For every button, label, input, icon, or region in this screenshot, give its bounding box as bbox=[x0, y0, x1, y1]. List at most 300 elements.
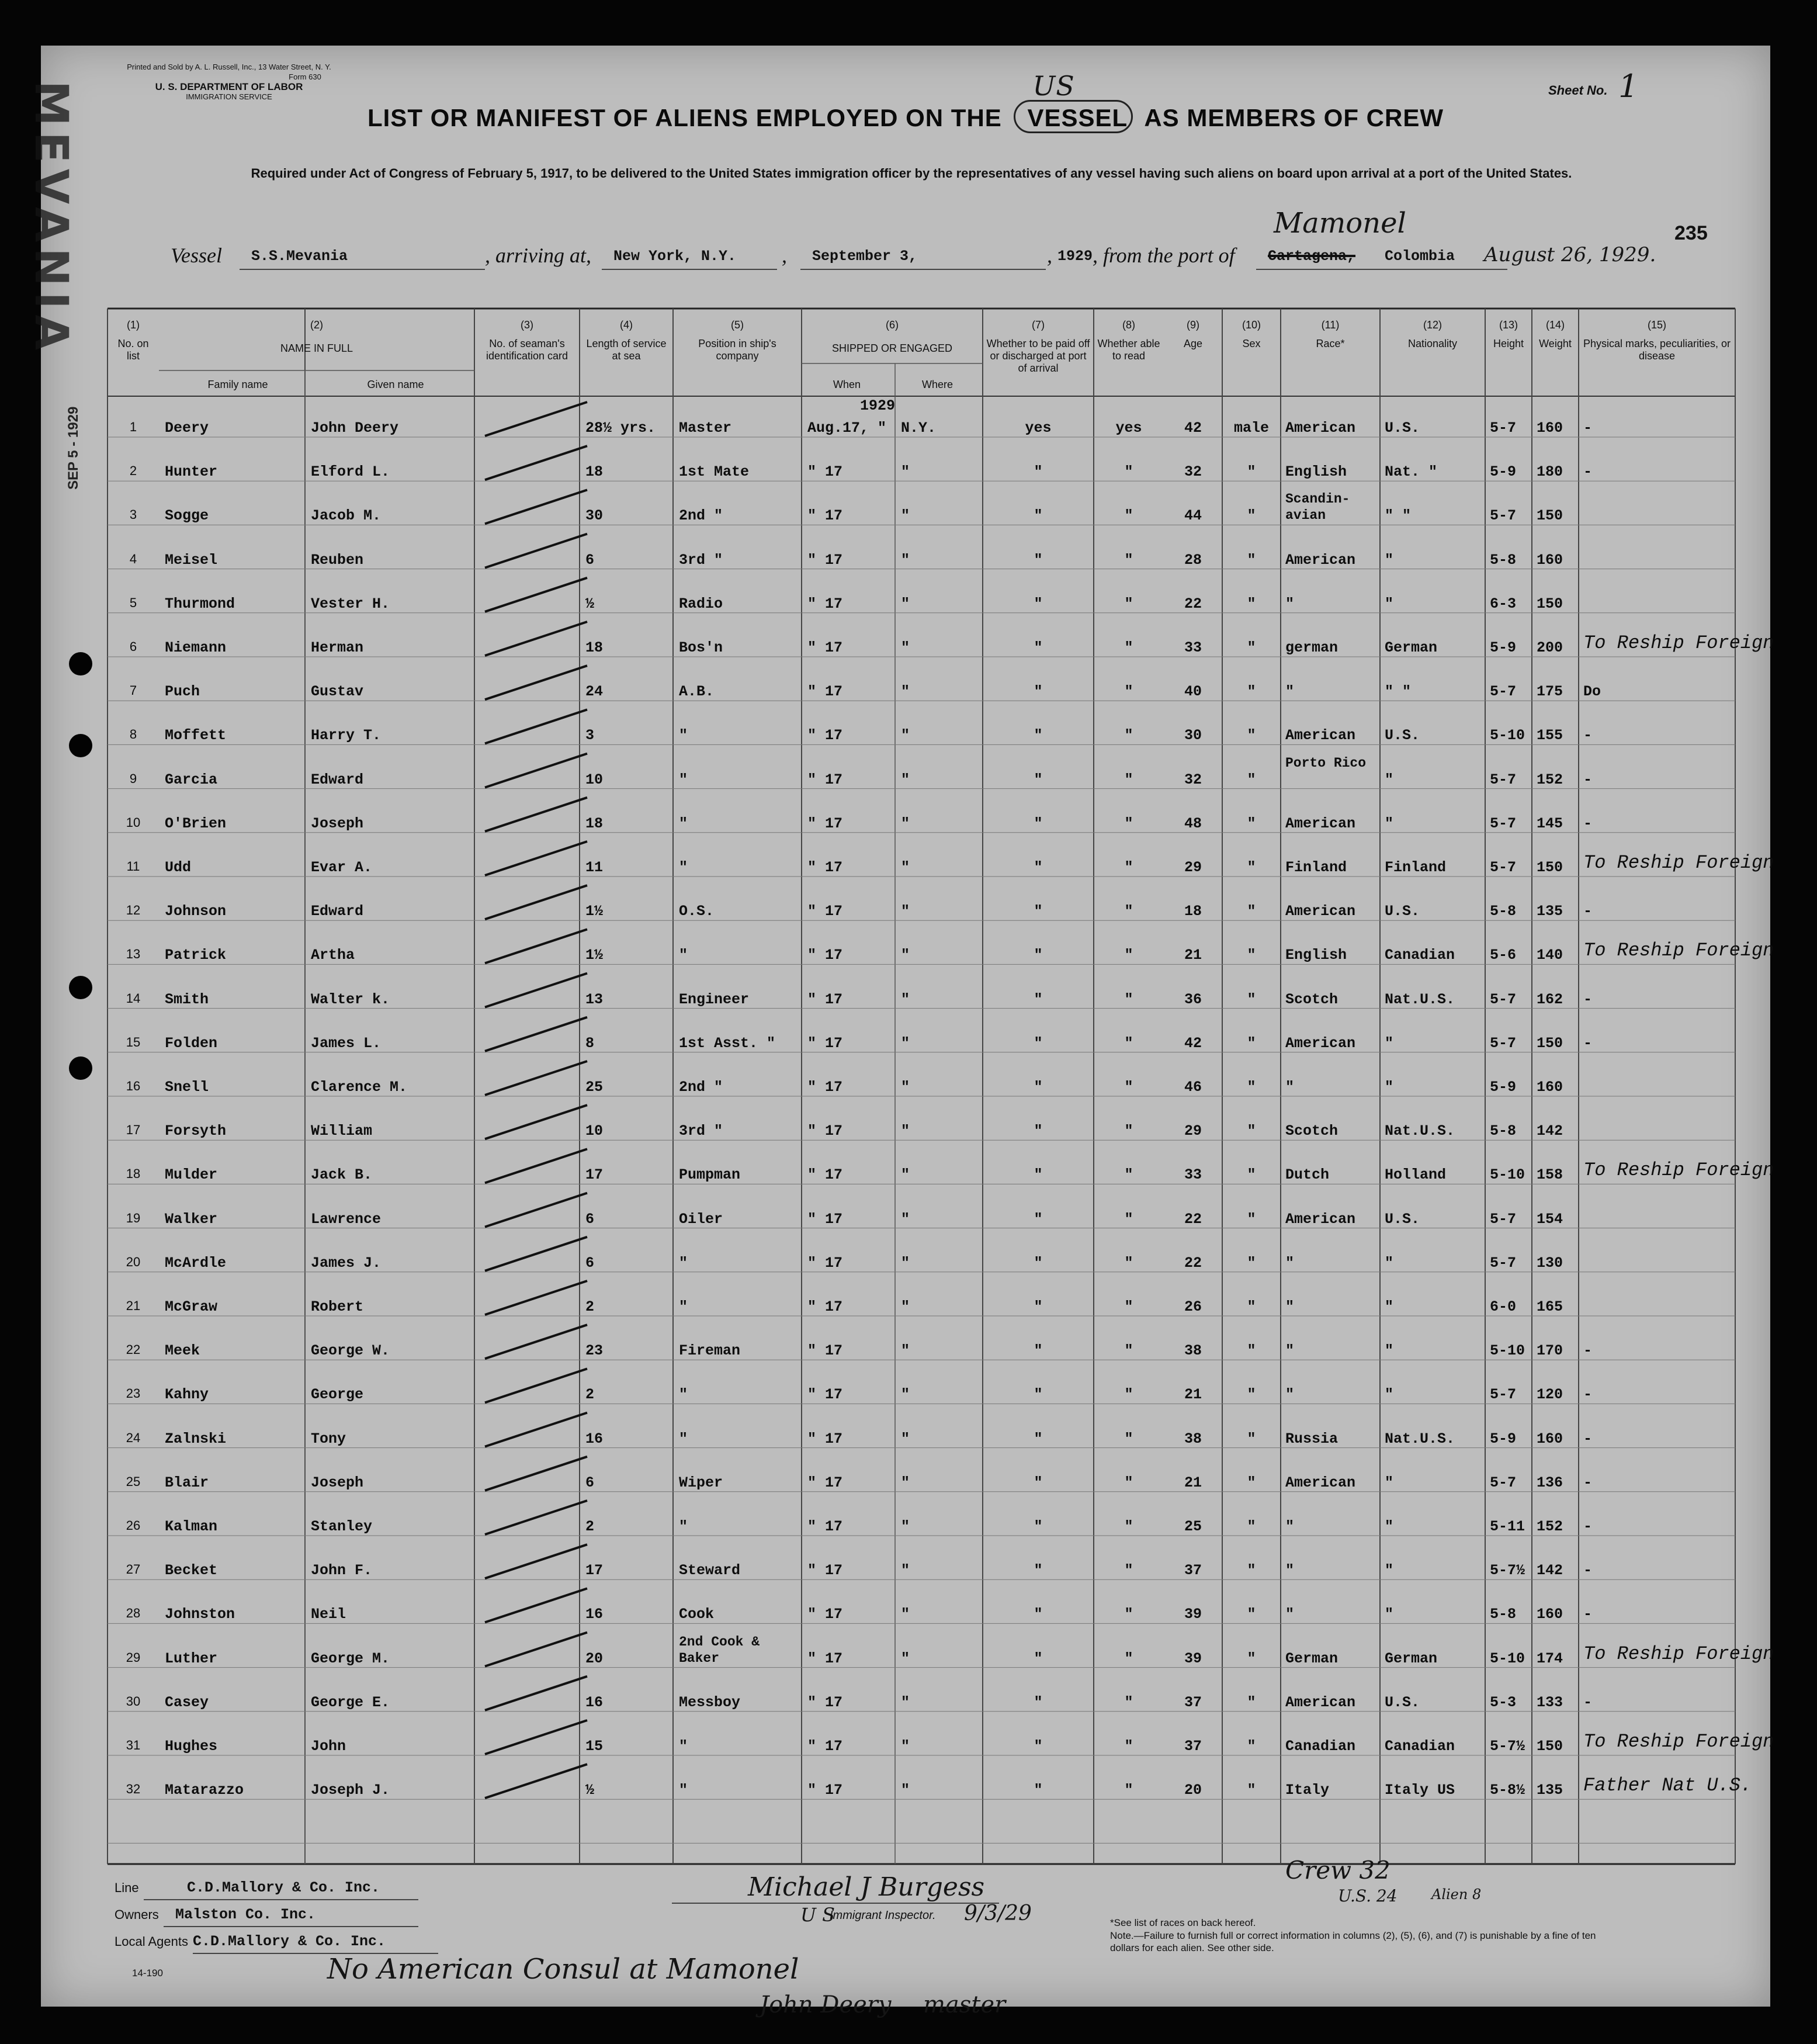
id-card-slash bbox=[485, 1764, 587, 1798]
cell-position: " bbox=[679, 1518, 688, 1535]
cell-when: " 17 bbox=[807, 771, 843, 788]
cell-no: 4 bbox=[129, 551, 137, 566]
cell-family: Forsyth bbox=[165, 1123, 227, 1140]
cell-position: " bbox=[679, 1386, 688, 1404]
inspector-label: Immigrant Inspector. bbox=[830, 1909, 936, 1922]
cell-weight: 135 bbox=[1537, 1782, 1563, 1799]
cell-given: Jack B. bbox=[311, 1166, 373, 1184]
cell-given: Lawrence bbox=[311, 1210, 382, 1228]
line-value: C.D.Mallory & Co. Inc. bbox=[187, 1879, 380, 1896]
column-number: (1) bbox=[127, 319, 140, 331]
cell-read: " bbox=[1124, 1650, 1133, 1667]
cell-read: " bbox=[1124, 1034, 1133, 1052]
cell-no: 16 bbox=[126, 1079, 141, 1093]
cell-no: 23 bbox=[126, 1386, 141, 1401]
column-label: Age bbox=[1183, 338, 1203, 349]
cell-family: Garcia bbox=[165, 771, 218, 788]
cell-read: " bbox=[1124, 1474, 1133, 1491]
line-label: Line bbox=[115, 1880, 139, 1895]
cell-position: 3rd " bbox=[679, 1123, 723, 1140]
cell-no: 7 bbox=[129, 683, 137, 698]
cell-when: " 17 bbox=[807, 727, 843, 744]
cell-position: " bbox=[679, 815, 688, 832]
cell-service: 6 bbox=[585, 1254, 595, 1272]
id-card-slash bbox=[485, 1501, 587, 1534]
cell-service: 16 bbox=[585, 1693, 604, 1711]
cell-height: 5-7 bbox=[1490, 1474, 1517, 1491]
cell-race: " bbox=[1285, 595, 1295, 612]
cell-paid: " bbox=[1034, 463, 1043, 481]
cell-read: " bbox=[1124, 1298, 1133, 1315]
cell-age: 33 bbox=[1184, 1166, 1202, 1184]
cell-height: 5-9 bbox=[1490, 1430, 1517, 1447]
cell-family: Meisel bbox=[165, 551, 218, 569]
cell-service: 23 bbox=[585, 1342, 604, 1360]
cell-family: Niemann bbox=[165, 639, 227, 656]
cell-paid: " bbox=[1034, 1298, 1043, 1315]
cell-position: " bbox=[679, 771, 688, 788]
cell-when: " 17 bbox=[807, 1562, 843, 1579]
cell-race: American bbox=[1285, 1474, 1356, 1491]
cell-position: " bbox=[679, 859, 688, 876]
cell-where: " bbox=[901, 551, 910, 569]
inspector-date: 9/3/29 bbox=[964, 1901, 1032, 1925]
cell-family: Sogge bbox=[165, 507, 209, 525]
cell-family: Johnston bbox=[165, 1606, 235, 1623]
cell-sex: " bbox=[1247, 859, 1256, 876]
cell-height: 5-8 bbox=[1490, 1606, 1517, 1623]
cell-weight: 155 bbox=[1537, 727, 1563, 744]
cell-age: 42 bbox=[1184, 1034, 1202, 1052]
cell-height: 5-7 bbox=[1490, 1210, 1517, 1228]
cell-service: 8 bbox=[585, 1034, 595, 1052]
cell-no: 20 bbox=[126, 1254, 141, 1269]
cell-age: 28 bbox=[1184, 551, 1202, 569]
cell-where: " bbox=[901, 507, 910, 525]
id-card-slash bbox=[485, 1017, 587, 1051]
cell-no: 25 bbox=[126, 1474, 141, 1489]
column-number: (3) bbox=[521, 319, 533, 331]
cell-service: 15 bbox=[585, 1738, 604, 1755]
cell-race: Porto Rico bbox=[1285, 755, 1367, 771]
cell-given: John bbox=[311, 1738, 346, 1755]
cell-where: " bbox=[901, 1386, 910, 1404]
department-name: U. S. DEPARTMENT OF LABOR bbox=[155, 81, 303, 92]
cell-weight: 160 bbox=[1537, 1606, 1563, 1623]
cell-given: Joseph bbox=[311, 1474, 364, 1491]
cell-service: 16 bbox=[585, 1430, 604, 1447]
cell-family: Deery bbox=[165, 420, 209, 436]
cell-paid: " bbox=[1034, 990, 1043, 1008]
id-card-slash bbox=[485, 1237, 587, 1271]
cell-family: Mulder bbox=[165, 1166, 218, 1184]
crew-count: Crew 32 bbox=[1285, 1856, 1391, 1884]
id-card-slash bbox=[485, 841, 587, 875]
cell-marks: - bbox=[1583, 1474, 1593, 1491]
cell-marks: - bbox=[1583, 1606, 1593, 1623]
cell-given: Artha bbox=[311, 947, 355, 964]
cell-when: " 17 bbox=[807, 1693, 843, 1711]
cell-no: 14 bbox=[126, 990, 141, 1006]
cell-height: 5-8 bbox=[1490, 1123, 1517, 1140]
cell-no: 27 bbox=[126, 1562, 141, 1577]
id-card-slash bbox=[485, 974, 587, 1007]
cell-paid: " bbox=[1034, 507, 1043, 525]
cell-race: " bbox=[1285, 1298, 1295, 1315]
id-card-slash bbox=[485, 1061, 587, 1095]
cell-height: 5-3 bbox=[1490, 1693, 1517, 1711]
cell-weight: 152 bbox=[1537, 771, 1563, 788]
cell-family: Blair bbox=[165, 1474, 209, 1491]
cell-read: " bbox=[1124, 1562, 1133, 1579]
cell-nationality: Canadian bbox=[1385, 947, 1455, 964]
cell-race: American bbox=[1285, 815, 1356, 832]
cell-given: Robert bbox=[311, 1298, 364, 1315]
cell-position: Bos'n bbox=[679, 639, 723, 656]
cell-weight: 135 bbox=[1537, 903, 1563, 920]
id-card-slash bbox=[485, 446, 587, 480]
cell-position: 2nd " bbox=[679, 1079, 723, 1096]
cell-height: 5-9 bbox=[1490, 463, 1517, 481]
cell-read: " bbox=[1124, 1693, 1133, 1711]
cell-position: 2nd Cook & Baker bbox=[679, 1634, 760, 1666]
cell-no: 1 bbox=[129, 420, 137, 434]
cell-position: Messboy bbox=[679, 1693, 741, 1711]
cell-read: " bbox=[1124, 727, 1133, 744]
cell-age: 18 bbox=[1184, 903, 1202, 920]
cell-position: " bbox=[679, 1430, 688, 1447]
cell-sex: " bbox=[1247, 463, 1256, 481]
from-port-handwritten: Mamonel bbox=[1274, 207, 1406, 240]
column-label: Whether able to read bbox=[1097, 338, 1160, 362]
cell-where: " bbox=[901, 727, 910, 744]
cell-sex: " bbox=[1247, 1123, 1256, 1140]
cell-when: " 17 bbox=[807, 859, 843, 876]
cell-nationality: " bbox=[1385, 1474, 1394, 1491]
cell-where: " bbox=[901, 1782, 910, 1799]
cell-where: " bbox=[901, 595, 910, 612]
cell-read: " bbox=[1124, 815, 1133, 832]
cell-position: 1st Asst. " bbox=[679, 1034, 776, 1052]
cell-sex: " bbox=[1247, 639, 1256, 656]
cell-given: George bbox=[311, 1386, 364, 1404]
cell-weight: 142 bbox=[1537, 1562, 1563, 1579]
cell-paid: " bbox=[1034, 1034, 1043, 1052]
cell-service: 18 bbox=[585, 639, 604, 656]
cell-when: " 17 bbox=[807, 1034, 843, 1052]
service-name: IMMIGRATION SERVICE bbox=[186, 92, 272, 101]
cell-given: Joseph bbox=[311, 815, 364, 832]
cell-age: 44 bbox=[1184, 507, 1202, 525]
id-card-slash bbox=[485, 1544, 587, 1578]
cell-race: American bbox=[1285, 1034, 1356, 1052]
cell-height: 5-9 bbox=[1490, 639, 1517, 656]
cell-service: 17 bbox=[585, 1166, 604, 1184]
cell-where: " bbox=[901, 639, 910, 656]
cell-height: 5-7 bbox=[1490, 815, 1517, 832]
column-label: Weight bbox=[1539, 338, 1572, 349]
column-label: Position in ship's company bbox=[698, 338, 776, 362]
cell-service: 6 bbox=[585, 1474, 595, 1491]
cell-position: Oiler bbox=[679, 1210, 723, 1228]
cell-read: " bbox=[1124, 595, 1133, 612]
cell-family: Thurmond bbox=[165, 595, 235, 612]
cell-position: 2nd " bbox=[679, 507, 723, 525]
cell-marks: - bbox=[1583, 420, 1593, 436]
cell-family: Snell bbox=[165, 1079, 209, 1096]
arriving-label: , arriving at, bbox=[485, 244, 592, 267]
cell-sex: " bbox=[1247, 1034, 1256, 1052]
id-card-slash bbox=[485, 1720, 587, 1754]
cell-where: " bbox=[901, 1034, 910, 1052]
cell-nationality: " bbox=[1385, 1079, 1394, 1096]
cell-service: 13 bbox=[585, 990, 604, 1008]
cell-sex: " bbox=[1247, 1562, 1256, 1579]
column-label: NAME IN FULL bbox=[280, 342, 353, 354]
cell-nationality: Italy US bbox=[1385, 1782, 1455, 1799]
cell-given: Edward bbox=[311, 771, 364, 788]
cell-family: Casey bbox=[165, 1693, 209, 1711]
cell-height: 5-7 bbox=[1490, 1386, 1517, 1404]
cell-position: Engineer bbox=[679, 990, 750, 1008]
cell-read: " bbox=[1124, 463, 1133, 481]
cell-when: " 17 bbox=[807, 595, 843, 612]
id-card-slash bbox=[485, 1105, 587, 1139]
cell-no: 2 bbox=[129, 463, 137, 479]
cell-marks: - bbox=[1583, 727, 1593, 744]
cell-sex: " bbox=[1247, 1430, 1256, 1447]
cell-nationality: Finland bbox=[1385, 859, 1447, 876]
cell-height: 5-7 bbox=[1490, 507, 1517, 525]
cell-marks: Father Nat U.S. bbox=[1583, 1775, 1752, 1797]
cell-given: Vester H. bbox=[311, 595, 390, 612]
cell-service: 10 bbox=[585, 771, 604, 788]
cell-read: " bbox=[1124, 1782, 1133, 1799]
cell-position: " bbox=[679, 727, 688, 744]
cell-when: " 17 bbox=[807, 1518, 843, 1535]
cell-nationality: " " bbox=[1385, 507, 1412, 525]
cell-nationality: U.S. bbox=[1385, 420, 1420, 436]
penalty-note: Note.—Failure to furnish full or correct information in columns (2), (5), (6), and (7) is punishable by a fine of ten dollars for each alien. See other side. bbox=[1110, 1930, 1596, 1953]
cell-paid: " bbox=[1034, 683, 1043, 701]
cell-height: 5-10 bbox=[1490, 1342, 1525, 1360]
id-card-slash bbox=[485, 1588, 587, 1622]
cell-race: American bbox=[1285, 1693, 1356, 1711]
cell-sex: " bbox=[1247, 815, 1256, 832]
cell-marks: - bbox=[1583, 1034, 1593, 1052]
inspector-us: U S bbox=[800, 1904, 835, 1926]
cell-nationality: U.S. bbox=[1385, 903, 1420, 920]
cell-race: Italy bbox=[1285, 1782, 1330, 1799]
cell-paid: " bbox=[1034, 1562, 1043, 1579]
id-card-slash bbox=[485, 709, 587, 743]
cell-weight: 150 bbox=[1537, 595, 1563, 612]
cell-when: " 17 bbox=[807, 947, 843, 964]
cell-no: 15 bbox=[126, 1034, 141, 1049]
cell-nationality: U.S. bbox=[1385, 727, 1420, 744]
cell-service: 17 bbox=[585, 1562, 604, 1579]
cell-race: " bbox=[1285, 683, 1295, 701]
cell-height: 5-8 bbox=[1490, 903, 1517, 920]
cell-nationality: " bbox=[1385, 551, 1394, 569]
cell-height: 5-7 bbox=[1490, 771, 1517, 788]
cell-height: 6-3 bbox=[1490, 595, 1517, 612]
cell-nationality: German bbox=[1385, 1650, 1438, 1667]
column-label: Race* bbox=[1316, 338, 1345, 349]
cell-no: 31 bbox=[126, 1738, 141, 1752]
cell-when: " 17 bbox=[807, 903, 843, 920]
cell-read: " bbox=[1124, 551, 1133, 569]
crew-alien-count: Alien 8 bbox=[1431, 1886, 1482, 1903]
title-right: AS MEMBERS OF CREW bbox=[1144, 104, 1444, 131]
owners-value: Malston Co. Inc. bbox=[175, 1906, 316, 1923]
local-agents-label: Local Agents bbox=[115, 1934, 188, 1949]
received-date-stamp: SEP 5 - 1929 bbox=[65, 406, 81, 490]
cell-no: 26 bbox=[126, 1518, 141, 1533]
id-card-slash bbox=[485, 885, 587, 919]
column-label: Height bbox=[1493, 338, 1524, 349]
cell-sex: " bbox=[1247, 1342, 1256, 1360]
cell-where: " bbox=[901, 859, 910, 876]
id-card-slash bbox=[485, 1633, 587, 1667]
cell-where: " bbox=[901, 1254, 910, 1272]
cell-paid: " bbox=[1034, 1386, 1043, 1404]
cell-position: Cook bbox=[679, 1606, 715, 1623]
cell-service: 18 bbox=[585, 463, 604, 481]
cell-read: " bbox=[1124, 1342, 1133, 1360]
cell-race: English bbox=[1285, 463, 1347, 481]
cell-age: 39 bbox=[1184, 1650, 1202, 1667]
cell-service: ½ bbox=[585, 595, 595, 612]
vessel-label: Vessel bbox=[171, 244, 222, 267]
cell-given: Clarence M. bbox=[311, 1079, 408, 1096]
cell-where: " bbox=[901, 1650, 910, 1667]
cell-weight: 136 bbox=[1537, 1474, 1563, 1491]
cell-marks: - bbox=[1583, 771, 1593, 788]
cell-paid: " bbox=[1034, 1650, 1043, 1667]
cell-read: " bbox=[1124, 1166, 1133, 1184]
cell-paid: " bbox=[1034, 859, 1043, 876]
cell-family: McGraw bbox=[165, 1298, 218, 1315]
cell-no: 6 bbox=[129, 639, 137, 654]
cell-weight: 160 bbox=[1537, 420, 1563, 436]
column-number: (11) bbox=[1321, 319, 1340, 331]
cell-paid: " bbox=[1034, 1254, 1043, 1272]
cell-height: 5-8 bbox=[1490, 551, 1517, 569]
cell-weight: 180 bbox=[1537, 463, 1563, 481]
cell-service: 2 bbox=[585, 1386, 595, 1404]
cell-age: 29 bbox=[1184, 1123, 1202, 1140]
cell-paid: " bbox=[1034, 1430, 1043, 1447]
cell-age: 30 bbox=[1184, 727, 1202, 744]
cell-age: 22 bbox=[1184, 1254, 1202, 1272]
cell-no: 9 bbox=[129, 771, 137, 786]
cell-marks: To Reship Foreign bbox=[1583, 1731, 1774, 1752]
departure-date-handwritten: August 26, 1929. bbox=[1484, 243, 1656, 266]
cell-age: 46 bbox=[1184, 1079, 1202, 1096]
cell-where: " bbox=[901, 1562, 910, 1579]
cell-read: " bbox=[1124, 990, 1133, 1008]
cell-when: " 17 bbox=[807, 1782, 843, 1799]
vessel-name: S.S.Mevania bbox=[251, 248, 348, 265]
cell-height: 5-7½ bbox=[1490, 1738, 1525, 1755]
cell-paid: " bbox=[1034, 1782, 1043, 1799]
id-card-slash bbox=[485, 490, 587, 524]
cell-race: American bbox=[1285, 551, 1356, 569]
cell-nationality: " bbox=[1385, 1606, 1394, 1623]
cell-where: " bbox=[901, 1210, 910, 1228]
cell-position: Wiper bbox=[679, 1474, 723, 1491]
column-label: Physical marks, peculiarities, or disease bbox=[1583, 338, 1731, 362]
cell-paid: " bbox=[1034, 1474, 1043, 1491]
cell-race: English bbox=[1285, 947, 1347, 964]
column-number: (13) bbox=[1499, 319, 1518, 331]
cell-read: " bbox=[1124, 947, 1133, 964]
cell-age: 20 bbox=[1184, 1782, 1202, 1799]
cell-position: O.S. bbox=[679, 903, 715, 920]
cell-race: American bbox=[1285, 903, 1356, 920]
cell-age: 32 bbox=[1184, 463, 1202, 481]
cell-service: 2 bbox=[585, 1518, 595, 1535]
cell-given: Jacob M. bbox=[311, 507, 382, 525]
cell-no: 18 bbox=[126, 1166, 141, 1182]
cell-read: " bbox=[1124, 771, 1133, 788]
column-number: (6) bbox=[886, 319, 899, 331]
cell-weight: 154 bbox=[1537, 1210, 1563, 1228]
cell-read: " bbox=[1124, 639, 1133, 656]
cell-sex: " bbox=[1247, 1738, 1256, 1755]
column-label: Whether to be paid off or discharged at port of arrival bbox=[986, 338, 1090, 374]
cell-height: 5-6 bbox=[1490, 947, 1517, 964]
cell-paid: " bbox=[1034, 639, 1043, 656]
column-label: Nationality bbox=[1407, 338, 1458, 349]
cell-age: 48 bbox=[1184, 815, 1202, 832]
cell-service: 11 bbox=[585, 859, 604, 876]
cell-weight: 120 bbox=[1537, 1386, 1563, 1404]
cell-sex: " bbox=[1247, 1386, 1256, 1404]
arrival-year: 1929 bbox=[1057, 248, 1093, 265]
cell-given: Tony bbox=[311, 1430, 346, 1447]
id-card-slash bbox=[485, 754, 587, 788]
cell-sex: " bbox=[1247, 507, 1256, 525]
cell-no: 29 bbox=[126, 1650, 141, 1665]
cell-nationality: Nat. " bbox=[1385, 463, 1438, 481]
cell-race: Scotch bbox=[1285, 990, 1339, 1008]
cell-where: " bbox=[901, 1606, 910, 1623]
cell-sex: " bbox=[1247, 1079, 1256, 1096]
cell-sex: " bbox=[1247, 947, 1256, 964]
cell-age: 21 bbox=[1184, 1386, 1202, 1404]
column-number: (5) bbox=[731, 319, 744, 331]
cell-when: " 17 bbox=[807, 1650, 843, 1667]
cell-sex: " bbox=[1247, 551, 1256, 569]
id-card-slash bbox=[485, 1193, 587, 1227]
cell-read: " bbox=[1124, 1606, 1133, 1623]
column-label: SHIPPED OR ENGAGED bbox=[831, 342, 953, 354]
cell-family: O'Brien bbox=[165, 815, 227, 832]
column-number: (15) bbox=[1647, 319, 1666, 331]
master-signature: John Deery bbox=[760, 1991, 892, 2018]
sheet-number: 1 bbox=[1618, 68, 1639, 105]
column-number: (14) bbox=[1545, 319, 1565, 331]
id-card-slash bbox=[485, 622, 587, 656]
column-sub-label: Where bbox=[921, 379, 953, 390]
master-label: master bbox=[923, 1991, 1006, 2018]
cell-when: " 17 bbox=[807, 1254, 843, 1272]
cell-position: " bbox=[679, 947, 688, 964]
form-number: Form 630 bbox=[289, 72, 321, 81]
manifest-sheet: MEVANIA SEP 5 - 1929 Printed and Sold by A. L. Russell, Inc., 13 Water Street, N. Y. Form 630 U. S. DEPARTMENT OF LABOR IMMIGRATION SERVICE Sheet No. 1 LIST OR MANIFEST OF ALIENS EMPLOYED ON THE US VESSEL AS MEMBERS OF CREW Required under Act of Congress of February 5, 1917, to be delivered to the United States immigration officer by the representatives of any vessel having such aliens on board upon arrival at a port of the United States. 235 Vessel S.S.Mevania , arriving at, New York, N.Y. , September 3, , 1929 , from the port of Mamonel Cartagena, Colombia August 26, 1929. (1) No. on list (2) NAME IN FULL Family name Given name (3) No. of seaman's identification card (4) Length of service at sea (5) Position in ship's company (6) SHIPPED OR ENGAGED When Where (7) Whether to be paid off or discharged at port of arrival (8) Whether able to read (9) Age (10) Sex (11) Race* (12) Nationality (13) Height (14) Weight (15) Physical marks, peculiarities, or disease 1929 1 Deery John Deery 28½ yrs. Master Aug.17, " N.Y. yes yes 42 male American U.S. 5-7 160 - 2 Hunter Elford L. 18 1st Mate " 17 " " " 32 " English Nat. " 5-9 180 - 3 Sogge Jacob M. 30 2nd " " 17 " " " 44 " Scandin- avian " " 5-7 150 4 Meisel Reuben 6 3rd " " 17 " " " 28 " American " 5-8 160 5 Thurmond Vester H. ½ Radio " 17 " " " 22 " " " 6-3 150 6 Niemann Herman 18 Bos'n " 17 " " " 33 " german German 5-9 200 To Reship Foreign 7 Puch Gustav 24 A.B. " 17 " " " 40 " " " " 5-7 175 Do 8 Moffett Harry T. 3 " " 17 " " " 30 " American U.S. 5-10 155 - 9 Garcia Edward 10 " " 17 " " " 32 " Porto Rico " 5-7 152 - 10 O'Brien Joseph 18 " " 17 " " " 48 " American " 5-7 145 - 11 Udd Evar A. 11 " " 17 " " " 29 " Finland Finland 5-7 150 To Reship Foreign 12 Johnson Edward 1½ O.S. " 17 " " " 18 " American U.S. 5-8 135 - 13 Patrick Artha 1½ " " 17 " " " 21 " English Canadian 5-6 140 To Reship Foreign 14 Smith Walter k. 13 Engineer " 17 " " " 36 " Scotch Nat.U.S. 5-7 162 - 15 Folden James L. 8 1st Asst. " " 17 " " " 42 " American " 5-7 150 - 16 Snell Clarence M. 25 2nd " " 17 " " " 46 " " " 5-9 160 17 Forsyth William 10 3rd " " 17 " " " 29 " Scotch Nat.U.S. 5-8 142 18 Mulder Jack B. 17 Pumpman " 17 " " " 33 " Dutch Holland 5-10 158 To Reship Foreign 19 Walker Lawrence 6 Oiler " 17 " " " 22 " American U.S. 5-7 154 20 McArdle James J. 6 " " 17 " " " 22 " " " 5-7 130 21 McGraw Robert 2 " " 17 " " " 26 " " " 6-0 165 22 Meek George W. 23 Fireman " 17 " " " 38 " " " 5-10 170 - 23 Kahny George 2 " " 17 " " " 21 " " " 5-7 120 - 24 Zalnski Tony 16 " " 17 " " " 38 " Russia Nat.U.S. 5-9 160 - 25 Blair Joseph 6 Wiper " 17 " " " 21 " American " 5-7 136 - 26 Kalman Stanley 2 " " 17 " " " 25 " " " 5-11 152 - 27 Becket John F. 17 Steward " 17 " " " 37 " " " 5-7½ 142 - 28 Johnston Neil 16 Cook " 17 " " " 39 " " " 5-8 160 - 29 Luther George M. 20 2nd Cook & Baker " 17 " " " 39 " German German 5-10 174 To Reship Foreign 30 Casey George E. 16 Messboy " 17 " " " 37 " American U.S. 5-3 133 - 31 Hughes John 15 " " 17 " " " 37 " Canadian Canadian 5-7½ 150 To Reship Foreign 32 Matarazzo Joseph J. ½ " " 17 " " " 20 " Italy Italy US 5-8½ 135 Father Nat U.S. Line C.D.Mallory & Co. Inc. Owners Malston Co. Inc. Local Agents C.D.Mallory & Co. Inc. 14-190 Michael J Burgess U S Immigrant Inspector. 9/3/29 Crew 32 U.S. 24 Alien 8 *See list of races on back hereof. Note.—Failure to furnish full or correct information in columns (2), (5), (6), and (7) is punishable by a fine of ten dollars for each alien. See other side. No American Consul at Mamonel John Deery master bbox=[41, 46, 1770, 2007]
